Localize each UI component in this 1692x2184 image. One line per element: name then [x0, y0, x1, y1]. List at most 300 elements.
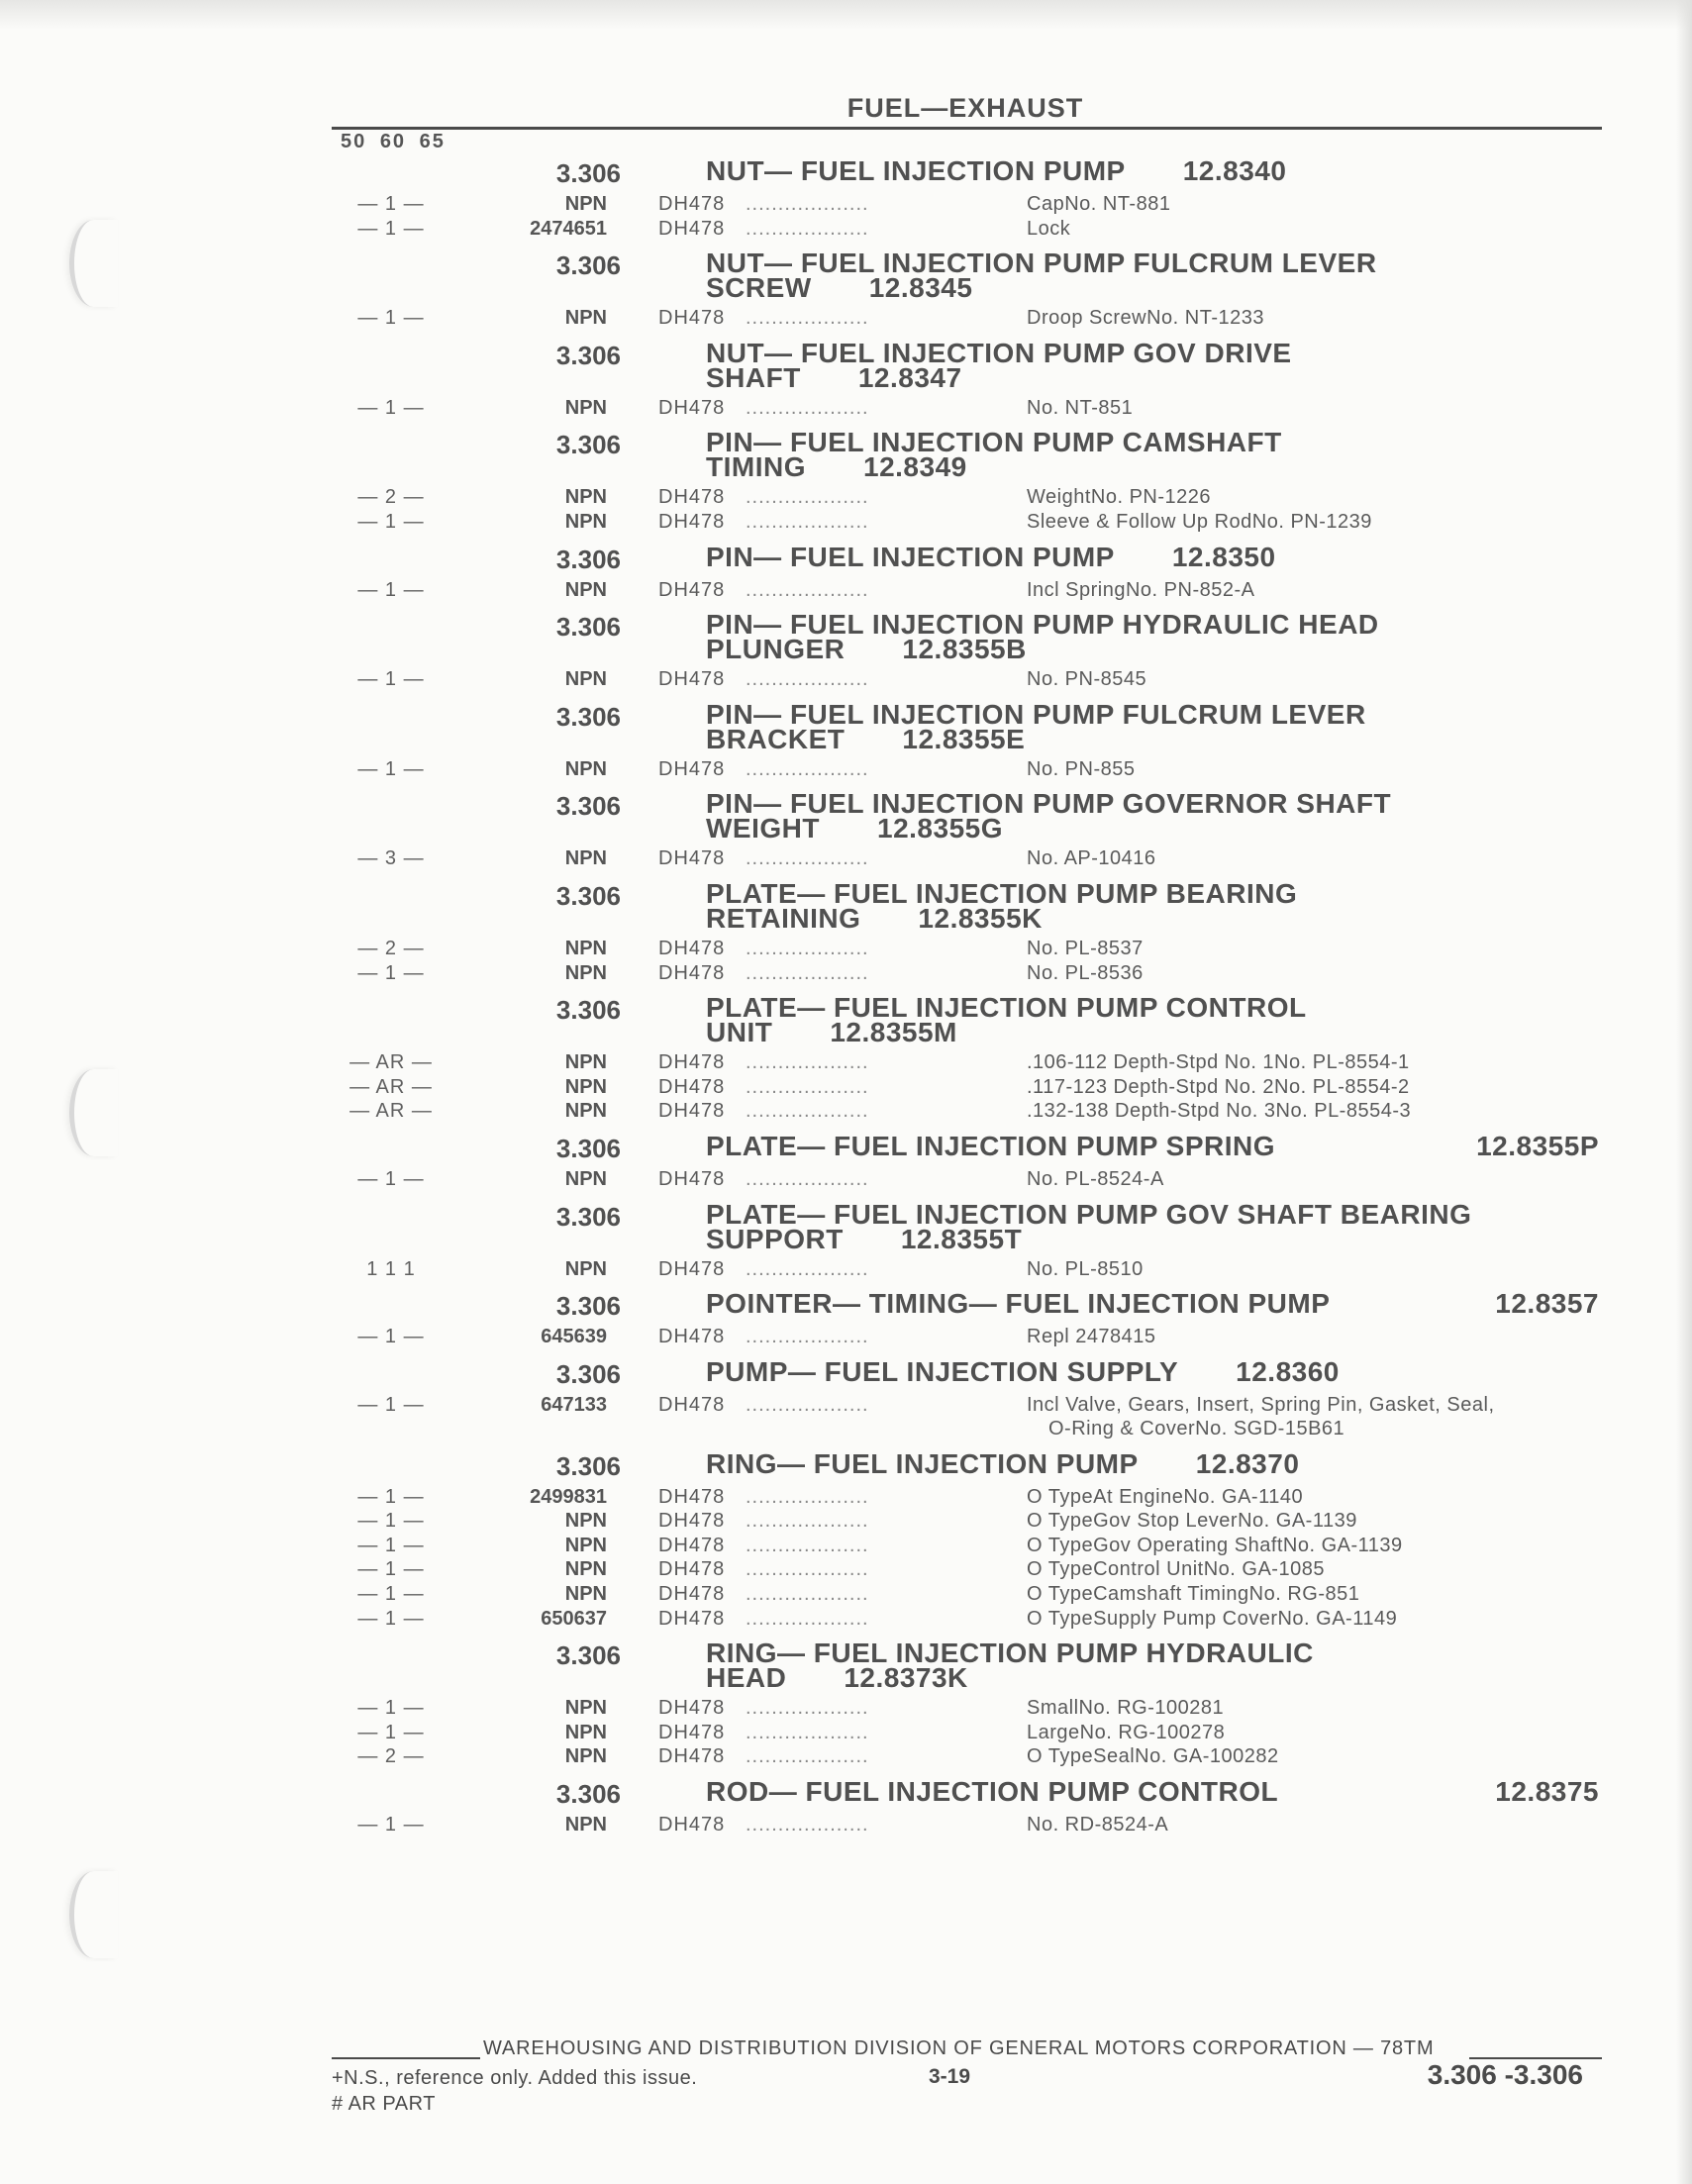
- group-number: 12.8347: [857, 361, 962, 393]
- leader-dots: ...................: [746, 1583, 869, 1606]
- quantity-per-year: — 1 —: [357, 1721, 425, 1743]
- section-code: 3.306: [555, 791, 621, 822]
- quantity-per-year: — 1 —: [357, 961, 425, 984]
- year-label: 50: [341, 131, 367, 152]
- part-number: NPN: [564, 1534, 607, 1556]
- part-description-line: No. PN-855: [1027, 757, 1136, 780]
- part-description-line: No. PL-8524-A: [1027, 1167, 1164, 1190]
- group-number: 12.8357: [1495, 1288, 1599, 1320]
- model-code: DH478: [658, 217, 726, 240]
- leader-dots: ...................: [746, 193, 869, 215]
- leader-dots: ...................: [746, 1607, 869, 1630]
- part-row: [332, 306, 1609, 331]
- section-title: [706, 1447, 1609, 1479]
- section-code: 3.306: [555, 701, 621, 732]
- quantity-per-year: — 1 —: [357, 307, 425, 330]
- part-number: NPN: [564, 668, 607, 691]
- part-row: [332, 937, 1609, 961]
- leader-dots: ...................: [746, 396, 869, 419]
- model-code: DH478: [658, 1075, 726, 1098]
- section-title-line: [706, 813, 1609, 844]
- section-header: [332, 1775, 1609, 1813]
- group-number: 12.8345: [868, 272, 973, 304]
- part-description: [1027, 757, 1136, 782]
- section-header: [332, 608, 1609, 667]
- section-title: [706, 248, 1609, 304]
- section-title-line: [706, 1223, 1609, 1254]
- section-title-text: NUT— FUEL INJECTION PUMP GOV DRIVE: [706, 337, 1292, 368]
- section-title-line: [706, 1638, 1609, 1669]
- part-description: [1027, 1744, 1279, 1769]
- catalog-section: [332, 608, 1609, 692]
- leader-dots: ...................: [746, 1721, 869, 1743]
- section-title-text: PLATE— FUEL INJECTION PUMP GOV SHAFT BEARING: [706, 1198, 1472, 1230]
- section-title-line: [706, 1288, 1609, 1320]
- part-description: [1027, 1257, 1144, 1282]
- part-description: [1027, 1582, 1359, 1607]
- section-title-line: [706, 1130, 1609, 1161]
- section-title-line: [706, 272, 1609, 304]
- part-number: NPN: [564, 937, 607, 959]
- part-row: [332, 1721, 1609, 1745]
- part-description: [1027, 1696, 1224, 1721]
- quantity-per-year: — 1 —: [357, 1697, 425, 1720]
- section-code: 3.306: [555, 250, 621, 281]
- section-header: [332, 154, 1609, 192]
- part-number: NPN: [564, 193, 607, 215]
- catalog-section: [332, 247, 1609, 331]
- section-header: [332, 426, 1609, 485]
- binder-hole: [69, 1871, 118, 1958]
- leader-dots: ...................: [746, 1167, 869, 1190]
- part-number: NPN: [564, 1721, 607, 1743]
- catalog-section: [332, 698, 1609, 782]
- section-code: 3.306: [555, 1291, 621, 1322]
- section-title-line: [706, 361, 1609, 393]
- quantity-per-year: 1 1 1: [366, 1257, 416, 1280]
- part-description: [1027, 192, 1170, 217]
- quantity-per-year: — 1 —: [357, 1485, 425, 1508]
- group-number: 12.8355B: [902, 634, 1027, 665]
- section-title-text: PLUNGER: [706, 634, 846, 665]
- model-code: DH478: [658, 396, 726, 419]
- footer-legend: [332, 2065, 697, 2117]
- model-code: DH478: [658, 757, 726, 780]
- group-number: 12.8370: [1195, 1447, 1300, 1479]
- group-number: 12.8340: [1182, 155, 1287, 186]
- part-number: NPN: [564, 510, 607, 533]
- section-title-text: PIN— FUEL INJECTION PUMP HYDRAULIC HEAD: [706, 609, 1379, 641]
- part-description-line: SmallNo. RG-100281: [1027, 1697, 1225, 1720]
- leader-dots: ...................: [746, 961, 869, 984]
- quantity-per-year: — 2 —: [357, 486, 425, 509]
- part-row: [332, 1509, 1609, 1534]
- section-title-line: [706, 788, 1609, 820]
- leader-dots: ...................: [746, 1510, 869, 1533]
- model-code: DH478: [658, 1510, 726, 1533]
- footer-rule-left: [332, 2057, 480, 2059]
- quantity-per-year: — AR —: [349, 1051, 433, 1074]
- section-title-text: TIMING: [706, 451, 806, 483]
- model-code: DH478: [658, 961, 726, 984]
- part-description-line: No. PN-8545: [1027, 668, 1147, 691]
- section-code: 3.306: [555, 612, 621, 643]
- quantity-per-year: — 1 —: [357, 757, 425, 780]
- section-header: [332, 787, 1609, 846]
- part-row: [332, 1325, 1609, 1349]
- section-title-text: WEIGHT: [706, 813, 820, 844]
- section-title-line: [706, 248, 1609, 279]
- part-number: NPN: [564, 396, 607, 419]
- section-title: [706, 1638, 1609, 1694]
- section-title-text: RING— FUEL INJECTION PUMP: [706, 1447, 1139, 1479]
- section-title-text: PLATE— FUEL INJECTION PUMP BEARING: [706, 877, 1298, 909]
- leader-dots: ...................: [746, 1051, 869, 1074]
- quantity-per-year: — 1 —: [357, 510, 425, 533]
- leader-dots: ...................: [746, 217, 869, 240]
- leader-dots: ...................: [746, 1814, 869, 1837]
- part-row: [332, 1744, 1609, 1769]
- section-range: 3.306 -3.306: [1427, 2059, 1583, 2090]
- leader-dots: ...................: [746, 578, 869, 601]
- part-row: [332, 846, 1609, 871]
- part-number: 650637: [541, 1607, 607, 1630]
- leader-dots: ...................: [746, 1257, 869, 1280]
- section-title-text: NUT— FUEL INJECTION PUMP: [706, 155, 1126, 186]
- leader-dots: ...................: [746, 510, 869, 533]
- catalog-section: [332, 337, 1609, 421]
- section-title-line: [706, 541, 1609, 572]
- section-title-line: [706, 1662, 1609, 1694]
- part-description-line: O TypeSealNo. GA-100282: [1027, 1745, 1279, 1768]
- group-number: 12.8349: [863, 451, 967, 483]
- legend-reference: +N.S., reference only. Added this issue.: [332, 2067, 698, 2089]
- part-description: [1027, 1721, 1225, 1745]
- part-row: [332, 217, 1609, 242]
- leader-dots: ...................: [746, 847, 869, 870]
- quantity-per-year: — 1 —: [357, 1534, 425, 1556]
- part-description-line: O TypeSupply Pump CoverNo. GA-1149: [1027, 1607, 1398, 1630]
- section-title: [706, 1288, 1609, 1320]
- section-title-line: [706, 634, 1609, 665]
- quantity-per-year: — 1 —: [357, 668, 425, 691]
- part-description: [1027, 510, 1372, 535]
- part-number: NPN: [564, 486, 607, 509]
- part-description-line: LargeNo. RG-100278: [1027, 1721, 1226, 1743]
- catalog-section: [332, 1447, 1609, 1632]
- group-number: 12.8373K: [844, 1662, 968, 1694]
- part-number: NPN: [564, 1167, 607, 1190]
- model-code: DH478: [658, 1051, 726, 1074]
- part-description-line: Sleeve & Follow Up RodNo. PN-1239: [1027, 510, 1372, 533]
- part-description: [1027, 217, 1070, 242]
- part-number: 645639: [541, 1326, 607, 1348]
- section-title-text: NUT— FUEL INJECTION PUMP FULCRUM LEVER: [706, 248, 1377, 279]
- page-number: 3-19: [929, 2065, 971, 2088]
- quantity-per-year: — 1 —: [357, 396, 425, 419]
- part-row: [332, 485, 1609, 510]
- section-title-text: UNIT: [706, 1017, 773, 1048]
- model-code: DH478: [658, 1257, 726, 1280]
- part-number: NPN: [564, 1745, 607, 1768]
- part-row: [332, 1485, 1609, 1510]
- leader-dots: ...................: [746, 1745, 869, 1768]
- model-code: DH478: [658, 510, 726, 533]
- part-description: [1027, 1607, 1397, 1632]
- part-row: [332, 1050, 1609, 1075]
- section-title-line: [706, 337, 1609, 368]
- leader-dots: ...................: [746, 1558, 869, 1581]
- catalog-section: [332, 541, 1609, 603]
- model-code: DH478: [658, 1167, 726, 1190]
- section-title: [706, 1130, 1609, 1161]
- quantity-per-year: — 1 —: [357, 578, 425, 601]
- leader-dots: ...................: [746, 486, 869, 509]
- quantity-per-year: — 1 —: [357, 1814, 425, 1837]
- section-title: [706, 992, 1609, 1048]
- part-row: [332, 1099, 1609, 1124]
- part-number: 2499831: [530, 1485, 607, 1508]
- part-number: NPN: [564, 1075, 607, 1098]
- part-description-line: O TypeAt EngineNo. GA-1140: [1027, 1485, 1304, 1508]
- catalog-section: [332, 1775, 1609, 1837]
- section-header: [332, 877, 1609, 937]
- part-description: [1027, 396, 1133, 421]
- section-code: 3.306: [555, 995, 621, 1026]
- section-header: [332, 541, 1609, 578]
- part-number: NPN: [564, 1257, 607, 1280]
- catalog-section: [332, 877, 1609, 985]
- model-code: DH478: [658, 668, 726, 691]
- part-description-line: Incl SpringNo. PN-852-A: [1027, 578, 1255, 601]
- model-code: DH478: [658, 1534, 726, 1556]
- catalog-section: [332, 1198, 1609, 1282]
- group-number: 12.8350: [1171, 541, 1276, 572]
- leader-dots: ...................: [746, 1393, 869, 1416]
- year-label: 65: [419, 131, 446, 152]
- part-description-line: O TypeGov Operating ShaftNo. GA-1139: [1027, 1534, 1403, 1556]
- model-code: DH478: [658, 1745, 726, 1768]
- part-number: 647133: [541, 1393, 607, 1416]
- part-description: [1027, 961, 1144, 986]
- binder-hole: [69, 1069, 118, 1156]
- part-number: NPN: [564, 1510, 607, 1533]
- section-code: 3.306: [555, 158, 621, 188]
- section-title-line: [706, 155, 1609, 186]
- section-title: [706, 698, 1609, 754]
- part-description: [1027, 1485, 1303, 1510]
- model-code: DH478: [658, 486, 726, 509]
- page-edge-right: [1676, 0, 1692, 2184]
- section-header: [332, 1198, 1609, 1257]
- part-row: [332, 757, 1609, 782]
- quantity-per-year: — AR —: [349, 1100, 433, 1123]
- part-number: NPN: [564, 757, 607, 780]
- part-row: [332, 396, 1609, 421]
- model-code: DH478: [658, 1697, 726, 1720]
- quantity-per-year: — AR —: [349, 1075, 433, 1098]
- section-title-line: [706, 451, 1609, 483]
- part-description: [1027, 1325, 1156, 1349]
- part-row: [332, 578, 1609, 603]
- section-title-text: PIN— FUEL INJECTION PUMP GOVERNOR SHAFT: [706, 788, 1392, 820]
- part-description: [1027, 937, 1144, 961]
- part-description-line: Incl Valve, Gears, Insert, Spring Pin, Gasket, Seal,: [1027, 1393, 1495, 1416]
- part-row: [332, 1534, 1609, 1558]
- part-description: [1027, 1075, 1410, 1100]
- model-code: DH478: [658, 1558, 726, 1581]
- part-description-line: No. PL-8510: [1027, 1257, 1144, 1280]
- catalog-section: [332, 787, 1609, 871]
- section-title-text: RETAINING: [706, 902, 861, 934]
- part-description: [1027, 1167, 1164, 1192]
- leader-dots: ...................: [746, 668, 869, 691]
- part-description: [1027, 1050, 1410, 1075]
- model-code: DH478: [658, 193, 726, 215]
- parts-catalog-list: [332, 154, 1609, 1843]
- section-title-text: PUMP— FUEL INJECTION SUPPLY: [706, 1355, 1179, 1387]
- section-title: [706, 1776, 1609, 1808]
- group-number: 12.8355P: [1476, 1130, 1599, 1161]
- part-description-line: .117-123 Depth-Stpd No. 2No. PL-8554-2: [1027, 1075, 1410, 1098]
- leader-dots: ...................: [746, 307, 869, 330]
- section-title-text: HEAD: [706, 1662, 787, 1694]
- section-code: 3.306: [555, 544, 621, 574]
- part-description-line: WeightNo. PN-1226: [1027, 486, 1211, 509]
- section-title: [706, 541, 1609, 572]
- part-description-line: No. RD-8524-A: [1027, 1814, 1169, 1837]
- group-number: 12.8355K: [918, 902, 1043, 934]
- section-header: [332, 247, 1609, 306]
- part-description-line: O-Ring & CoverNo. SGD-15B61: [1048, 1418, 1345, 1440]
- model-code: DH478: [658, 307, 726, 330]
- section-title-line: [706, 427, 1609, 458]
- model-code: DH478: [658, 937, 726, 959]
- section-code: 3.306: [555, 1133, 621, 1163]
- section-title-text: PLATE— FUEL INJECTION PUMP SPRING: [706, 1130, 1276, 1161]
- part-row: [332, 192, 1609, 217]
- section-code: 3.306: [555, 1779, 621, 1810]
- model-years-header: [341, 131, 451, 153]
- part-description: [1027, 667, 1146, 692]
- part-description-line: O TypeCamshaft TimingNo. RG-851: [1027, 1583, 1360, 1606]
- section-header: [332, 337, 1609, 396]
- model-code: DH478: [658, 1100, 726, 1123]
- model-code: DH478: [658, 1393, 726, 1416]
- group-number: 12.8375: [1495, 1776, 1599, 1808]
- section-title-text: POINTER— TIMING— FUEL INJECTION PUMP: [706, 1288, 1331, 1320]
- section-code: 3.306: [555, 1640, 621, 1671]
- part-number: NPN: [564, 1814, 607, 1837]
- part-description-line: O TypeControl UnitNo. GA-1085: [1027, 1558, 1325, 1581]
- catalog-section: [332, 154, 1609, 241]
- quantity-per-year: — 1 —: [357, 1583, 425, 1606]
- part-description-line: Lock: [1027, 217, 1071, 240]
- part-description-line: .106-112 Depth-Stpd No. 1No. PL-8554-1: [1027, 1051, 1410, 1074]
- part-description: [1027, 306, 1264, 331]
- section-title: [706, 427, 1609, 483]
- section-code: 3.306: [555, 1358, 621, 1389]
- quantity-per-year: — 2 —: [357, 1745, 425, 1768]
- section-title-text: SUPPORT: [706, 1223, 844, 1254]
- section-title: [706, 877, 1609, 934]
- section-title-line: [706, 1447, 1609, 1479]
- quantity-per-year: — 1 —: [357, 1167, 425, 1190]
- part-row: [332, 961, 1609, 986]
- model-code: DH478: [658, 847, 726, 870]
- model-code: DH478: [658, 1485, 726, 1508]
- part-row: [332, 1582, 1609, 1607]
- section-header: [332, 1287, 1609, 1325]
- part-number: NPN: [564, 307, 607, 330]
- section-title-text: PIN— FUEL INJECTION PUMP FULCRUM LEVER: [706, 698, 1366, 730]
- section-title-text: SHAFT: [706, 361, 801, 393]
- quantity-per-year: — 1 —: [357, 1558, 425, 1581]
- section-title: [706, 1198, 1609, 1254]
- group-number: 12.8355T: [900, 1223, 1023, 1254]
- quantity-per-year: — 1 —: [357, 1326, 425, 1348]
- section-title-text: BRACKET: [706, 723, 846, 754]
- model-code: DH478: [658, 1583, 726, 1606]
- section-code: 3.306: [555, 1201, 621, 1232]
- section-header: [332, 698, 1609, 757]
- catalog-section: [332, 991, 1609, 1124]
- section-title: [706, 337, 1609, 393]
- catalog-section: [332, 1355, 1609, 1441]
- part-number: NPN: [564, 1051, 607, 1074]
- section-title: [706, 788, 1609, 844]
- leader-dots: ...................: [746, 1697, 869, 1720]
- model-code: DH478: [658, 1721, 726, 1743]
- section-title-line: [706, 1355, 1609, 1387]
- catalog-section: [332, 1130, 1609, 1192]
- section-header: [332, 1637, 1609, 1696]
- part-number: NPN: [564, 1100, 607, 1123]
- part-description-line: Repl 2478415: [1027, 1326, 1156, 1348]
- section-title: [706, 609, 1609, 665]
- part-description-line: No. AP-10416: [1027, 847, 1156, 870]
- part-number: 2474651: [530, 217, 607, 240]
- section-title-text: ROD— FUEL INJECTION PUMP CONTROL: [706, 1776, 1279, 1808]
- part-description-line: No. PL-8536: [1027, 961, 1144, 984]
- catalog-section: [332, 426, 1609, 534]
- quantity-per-year: — 1 —: [357, 1510, 425, 1533]
- group-number: 12.8355E: [902, 723, 1026, 754]
- part-row: [332, 1257, 1609, 1282]
- catalog-section: [332, 1287, 1609, 1349]
- footer-corporation: WAREHOUSING AND DISTRIBUTION DIVISION OF GENERAL MOTORS CORPORATION — 78TM: [483, 2037, 1435, 2059]
- part-description-line: .132-138 Depth-Stpd No. 3No. PL-8554-3: [1027, 1100, 1412, 1123]
- part-number: NPN: [564, 847, 607, 870]
- section-code: 3.306: [555, 430, 621, 460]
- leader-dots: ...................: [746, 1100, 869, 1123]
- leader-dots: ...................: [746, 757, 869, 780]
- section-header: [332, 1355, 1609, 1393]
- section-code: 3.306: [555, 880, 621, 911]
- section-code: 3.306: [555, 340, 621, 370]
- section-title-text: SCREW: [706, 272, 812, 304]
- section-header: [332, 1447, 1609, 1485]
- part-number: NPN: [564, 1583, 607, 1606]
- part-row: [332, 510, 1609, 535]
- part-row: [332, 1557, 1609, 1582]
- part-description-line: No. NT-851: [1027, 396, 1134, 419]
- part-number: NPN: [564, 961, 607, 984]
- section-header: [332, 1130, 1609, 1167]
- part-number: NPN: [564, 578, 607, 601]
- section-title-line: [706, 902, 1609, 934]
- page-edge-top: [0, 0, 1692, 30]
